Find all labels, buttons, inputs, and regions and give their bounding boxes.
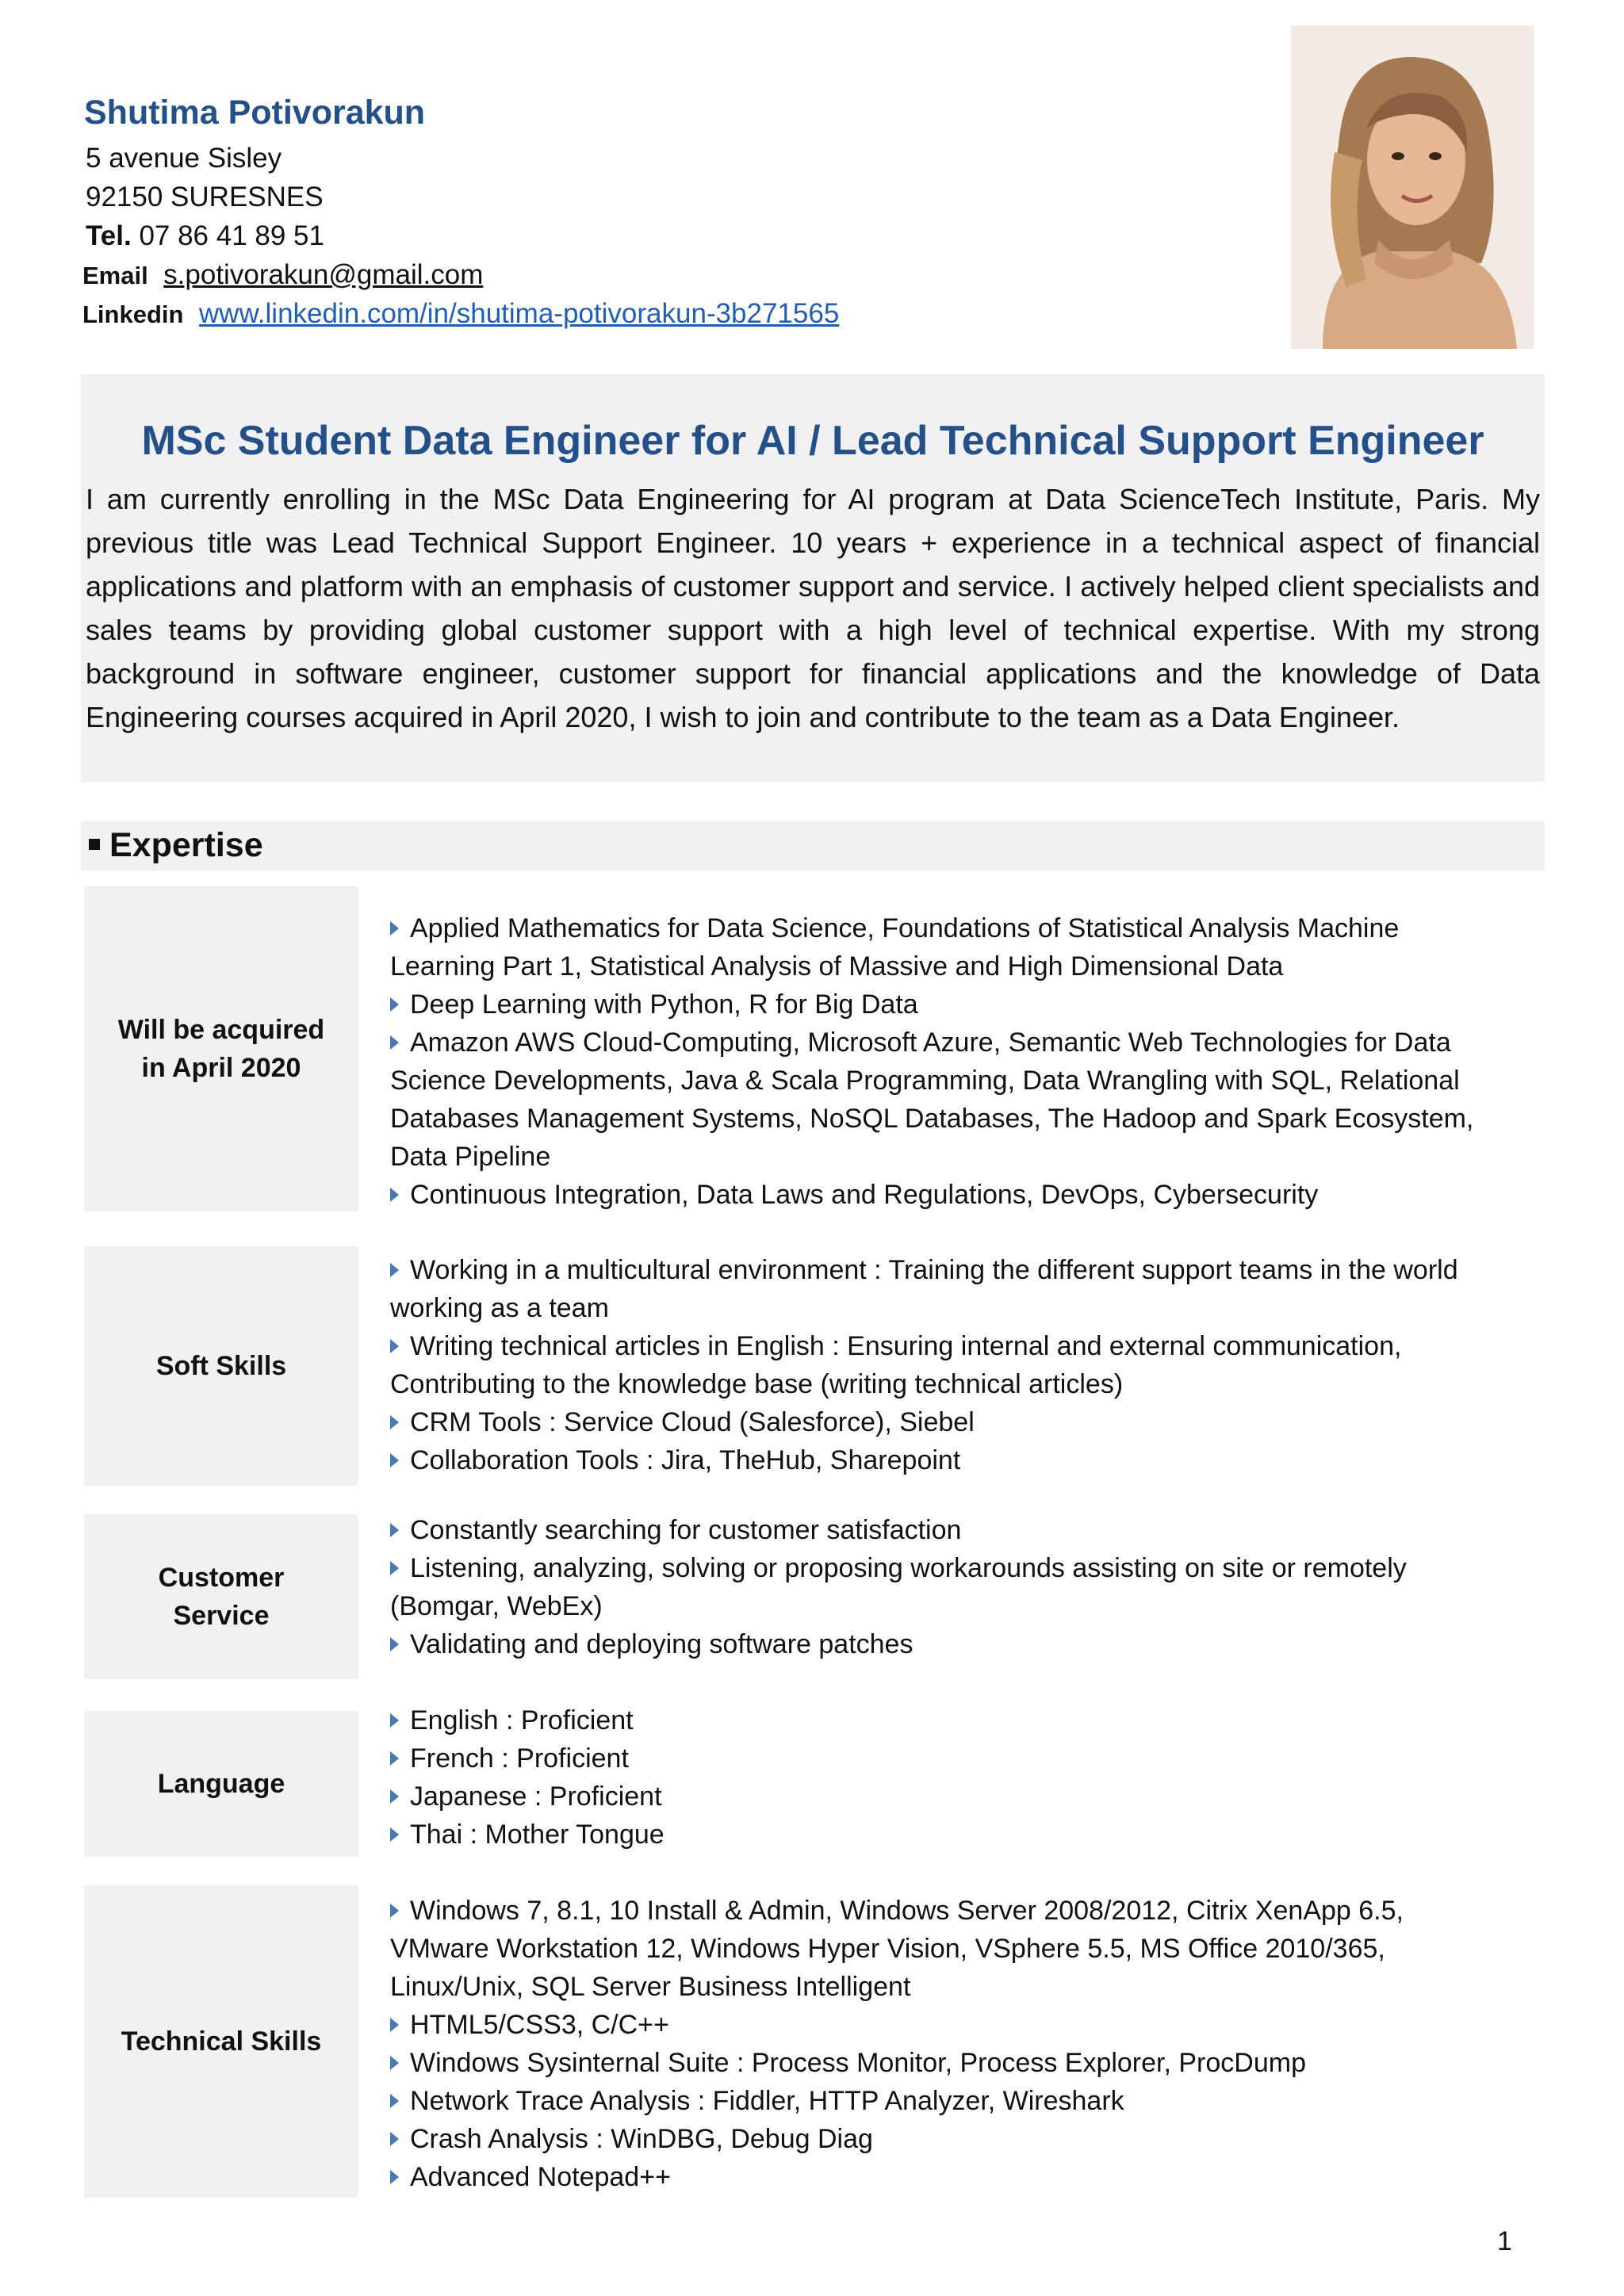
triangle-right-icon (390, 1637, 399, 1651)
category-label-line: Service (173, 1601, 270, 1631)
triangle-right-icon (390, 2170, 399, 2184)
list-item: Writing technical articles in English : Ensuring internal and external communication, Contributing to the knowledge base (writing technical articles) (390, 1331, 1402, 1399)
category-label-line: Will be acquired (117, 1015, 325, 1045)
expertise-heading-text: Expertise (109, 826, 263, 864)
category-acquired (84, 886, 358, 1211)
phone-label: Tel. (86, 220, 132, 251)
list-item: Thai : Mother Tongue (390, 1816, 1484, 1854)
triangle-right-icon (390, 997, 399, 1012)
triangle-right-icon (390, 2132, 399, 2146)
triangle-right-icon (390, 1713, 399, 1728)
square-bullet-icon (89, 839, 100, 850)
triangle-right-icon (390, 1561, 399, 1575)
list-item: Deep Learning with Python, R for Big Data (390, 985, 1484, 1024)
triangle-right-icon (390, 1827, 399, 1842)
summary-panel (81, 374, 1545, 782)
list-item: Advanced Notepad++ (390, 2158, 1484, 2196)
language-items (390, 1701, 1484, 1854)
page-number: 1 (1497, 2226, 1512, 2256)
acquired-items (390, 909, 1484, 1214)
list-item: Japanese : Proficient (390, 1777, 1484, 1816)
linkedin-label: Linkedin (82, 300, 184, 328)
list-item: Listening, analyzing, solving or proposing workarounds assisting on site or remotely (Bomgar, WebEx) (390, 1553, 1407, 1621)
summary-title: MSc Student Data Engineer for AI / Lead Technical Support Engineer (141, 418, 1484, 464)
triangle-right-icon (390, 1523, 399, 1537)
list-item: French : Proficient (390, 1739, 1484, 1777)
list-item: Working in a multicultural environment : Training the different support teams in the world working as a team (390, 1255, 1458, 1323)
category-label-line: Customer (158, 1563, 285, 1593)
category-customer-service (84, 1514, 358, 1679)
triangle-right-icon (390, 2056, 399, 2070)
triangle-right-icon (390, 1035, 399, 1050)
technical-skills-items (390, 1892, 1484, 2196)
phone-line (86, 217, 324, 255)
triangle-right-icon (390, 1339, 399, 1353)
email-link[interactable]: s.potivorakun@gmail.com (163, 259, 484, 290)
list-item: CRM Tools : Service Cloud (Salesforce), Siebel (390, 1403, 1484, 1441)
list-item: Network Trace Analysis : Fiddler, HTTP Analyzer, Wireshark (390, 2082, 1484, 2120)
triangle-right-icon (390, 1789, 399, 1804)
phone-number: 07 86 41 89 51 (139, 220, 324, 251)
triangle-right-icon (390, 1263, 399, 1277)
list-item: Windows Sysinternal Suite : Process Monitor, Process Explorer, ProcDump (390, 2044, 1484, 2082)
linkedin-link[interactable]: www.linkedin.com/in/shutima-potivorakun-3b271565 (198, 298, 840, 329)
address-line-1: 5 avenue Sisley (86, 143, 282, 174)
list-item: Constantly searching for customer satisfaction (390, 1511, 1484, 1549)
category-language (84, 1711, 358, 1857)
triangle-right-icon (390, 2018, 399, 2032)
candidate-name: Shutima Potivorakun (84, 94, 426, 132)
category-soft-skills (84, 1246, 358, 1486)
triangle-right-icon (390, 2094, 399, 2108)
category-label-line: Language (157, 1769, 285, 1799)
triangle-right-icon (390, 1188, 399, 1202)
list-item: Applied Mathematics for Data Science, Foundations of Statistical Analysis Machine Learning Part 1, Statistical Analysis of Massive and High Dimensional Data (390, 913, 1400, 982)
list-item: Windows 7, 8.1, 10 Install & Admin, Windows Server 2008/2012, Citrix XenApp 6.5, VMware Workstation 12, Windows Hyper Vision, VSphere 5.5, MS Office 2010/365, Linux/Unix, SQL Server Business Intelligent (390, 1896, 1404, 2002)
profile-photo (1291, 25, 1534, 349)
list-item: Crash Analysis : WinDBG, Debug Diag (390, 2120, 1484, 2158)
category-label-line: Technical Skills (121, 2026, 322, 2057)
list-item: Amazon AWS Cloud-Computing, Microsoft Azure, Semantic Web Technologies for Data Science Developments, Java & Scala Programming, Data Wrangling with SQL, Relational Databases Management Systems, NoSQL Databases, The Hadoop and Spark Ecosystem, Data Pipeline (390, 1027, 1474, 1172)
expertise-heading (89, 826, 263, 865)
category-label-line: Soft Skills (155, 1351, 287, 1381)
triangle-right-icon (390, 921, 399, 936)
summary-text: I am currently enrolling in the MSc Data Engineering for AI program at Data ScienceTech Institute, Paris. My previous title was Lead Technical Support Engineer. 10 years + experience in a technical aspect of financial applications and platform with an emphasis of customer support and service. I actively helped client specialists and sales teams by providing global customer support with a high level of technical expertise. With my strong background in software engineer, customer support for financial applications and the knowledge of Data Engineering courses acquired in April 2020, I wish to join and contribute to the team as a Data Engineer. (86, 483, 1540, 733)
address-line-2: 92150 SURESNES (86, 182, 324, 212)
email-line (82, 256, 483, 295)
list-item: Collaboration Tools : Jira, TheHub, Sharepoint (390, 1441, 1484, 1479)
triangle-right-icon (390, 1751, 399, 1766)
list-item: Validating and deploying software patches (390, 1625, 1484, 1663)
customer-service-items (390, 1511, 1484, 1663)
triangle-right-icon (390, 1453, 399, 1468)
category-label-line: in April 2020 (141, 1053, 301, 1083)
linkedin-line (82, 295, 839, 334)
list-item: HTML5/CSS3, C/C++ (390, 2006, 1484, 2044)
soft-skills-items (390, 1251, 1484, 1479)
category-technical-skills (84, 1885, 358, 2198)
list-item: English : Proficient (390, 1701, 1484, 1739)
email-label: Email (82, 262, 148, 289)
triangle-right-icon (390, 1904, 399, 1918)
triangle-right-icon (390, 1415, 399, 1429)
expertise-heading-bar (81, 821, 1545, 871)
portrait-illustration (1291, 25, 1534, 349)
list-item: Continuous Integration, Data Laws and Regulations, DevOps, Cybersecurity (390, 1176, 1484, 1214)
